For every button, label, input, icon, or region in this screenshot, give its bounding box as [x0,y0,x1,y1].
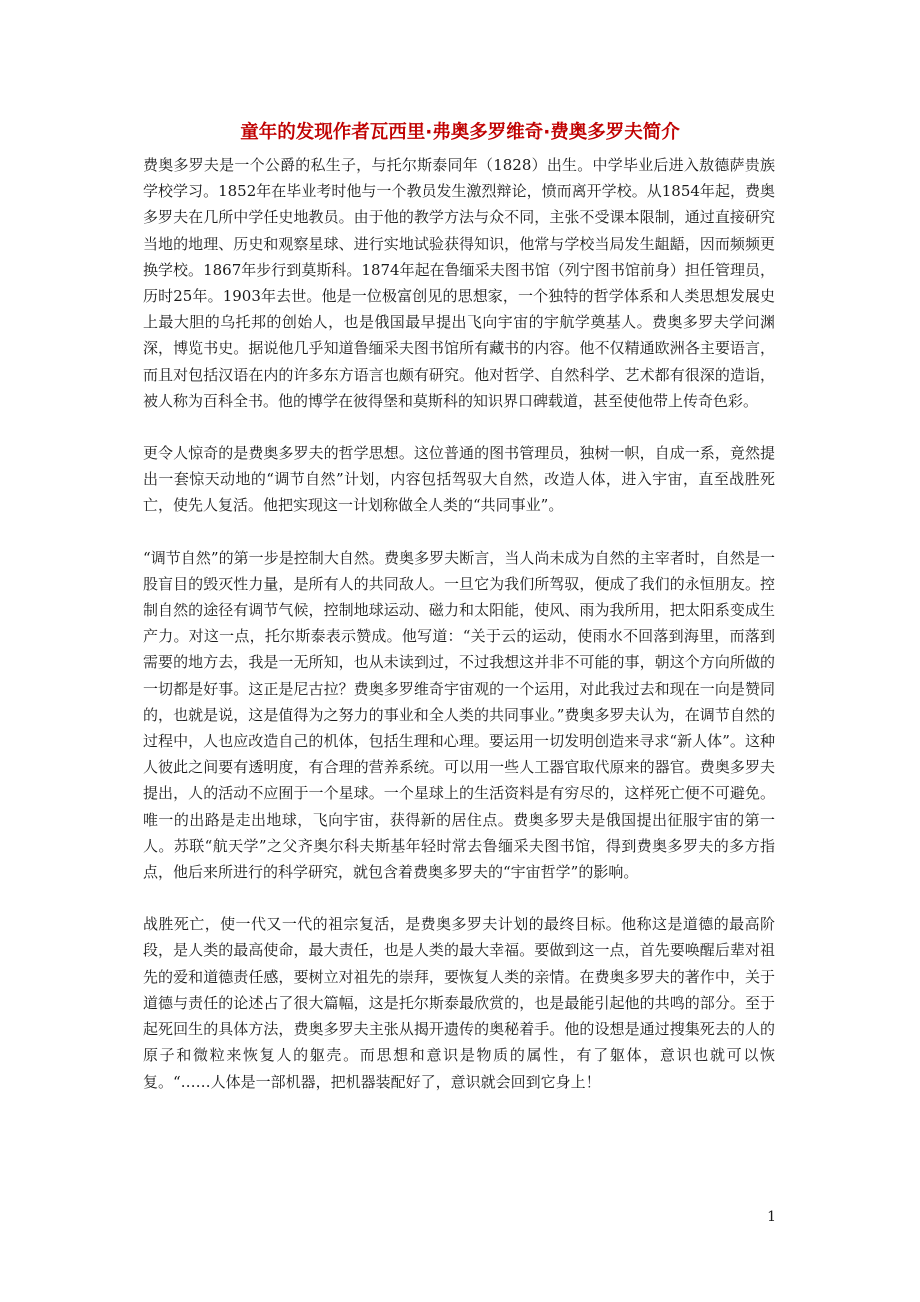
paragraph-3: “调节自然”的第一步是控制大自然。费奥多罗夫断言，当人尚未成为自然的主宰者时，自然是一股盲目的毁灭性力量，是所有人的共同敌人。一旦它为我们所驾驭，便成了我们的永恒朋友。控制自然的途径有调节气候，控制地球运动、磁力和太阳能，使风、雨为我所用，把太阳系变成生产力。对这一点，托尔斯泰表示赞成。他写道：“关于云的运动，使雨水不回落到海里，而落到需要的地方去，我是一无所知，也从未读到过，不过我想这并非不可能的事，朝这个方向所做的一切都是好事。这正是尼古拉？费奥多罗维奇宇宙观的一个运用，对此我过去和现在一向是赞同的，也就是说，这是值得为之努力的事业和全人类的共同事业。”费奥多罗夫认为，在调节自然的过程中，人也应改造自己的机体，包括生理和心理。要运用一切发明创造来寻求“新人体”。这种人彼此之间要有透明度，有合理的营养系统。可以用一些人工器官取代原来的器官。费奥多罗夫提出，人的活动不应囿于一个星球。一个星球上的生活资料是有穷尽的，这样死亡便不可避免。唯一的出路是走出地球，飞向宇宙，获得新的居住点。费奥多罗夫是俄国提出征服宇宙的第一人。苏联“航天学”之父齐奥尔科夫斯基年轻时常去鲁缅采夫图书馆，得到费奥多罗夫的多方指点，他后来所进行的科学研究，就包含着费奥多罗夫的“宇宙哲学”的影响。 [143,548,775,882]
paragraph-spacer [143,519,775,545]
paragraph-4: 战胜死亡，使一代又一代的祖宗复活，是费奥多罗夫计划的最终目标。他称这是道德的最高阶段，是人类的最高使命，最大责任，也是人类的最大幸福。要做到这一点，首先要唤醒后辈对祖先的爱和道德责任感，要树立对祖先的崇拜，要恢复人类的亲情。在费奥多罗夫的著作中，关于道德与责任的论述占了很大篇幅，这是托尔斯泰最欣赏的，也是最能引起他的共鸣的部分。至于起死回生的具体方法，费奥多罗夫主张从揭开遗传的奥秘着手。他的设想是通过搜集死去的人的原子和微粒来恢复人的躯壳。而思想和意识是物质的属性，有了躯体，意识也就可以恢复。“……人体是一部机器，把机器装配好了，意识就会回到它身上！ [143,915,775,1091]
paragraph-2: 更令人惊奇的是费奥多罗夫的哲学思想。这位普通的图书管理员，独树一帜，自成一系，竟然提出一套惊天动地的“调节自然”计划，内容包括驾驭大自然，改造人体，进入宇宙，直至战胜死亡，使先人复活。他把实现这一计划称做全人类的“共同事业”。 [143,444,775,515]
page-number: 1 [767,1209,776,1225]
document-title: 童年的发现作者瓦西里·弗奥多罗维奇·费奥多罗夫简介 [240,122,680,143]
paragraph-spacer [143,885,775,911]
paragraph-1: 费奥多罗夫是一个公爵的私生子，与托尔斯泰同年（1828）出生。中学毕业后进入敖德萨贵族学校学习。1852年在毕业考时他与一个教员发生激烈辩论，愤而离开学校。从1854年起，费奥多罗夫在几所中学任史地教员。由于他的教学方法与众不同，主张不受课本限制，通过直接研究当地的地理、历史和观察星球、进行实地试验获得知识，他常与学校当局发生龃龉，因而频频更换学校。1867年步行到莫斯科。1874年起在鲁缅采夫图书馆（列宁图书馆前身）担任管理员，历时25年。1903年去世。他是一位极富创见的思想家，一个独特的哲学体系和人类思想发展史上最大胆的乌托邦的创始人，也是俄国最早提出飞向宇宙的宇航学奠基人。费奥多罗夫学问渊深，博览书史。据说他几乎知道鲁缅采夫图书馆所有藏书的内容。他不仅精通欧洲各主要语言，而且对包括汉语在内的许多东方语言也颇有研究。他对哲学、自然科学、艺术都有很深的造诣，被人称为百科全书。他的博学在彼得堡和莫斯科的知识界口碑载道，甚至使他带上传奇色彩。 [143,156,775,410]
document-body [143,152,775,1095]
paragraph-spacer [143,414,775,440]
